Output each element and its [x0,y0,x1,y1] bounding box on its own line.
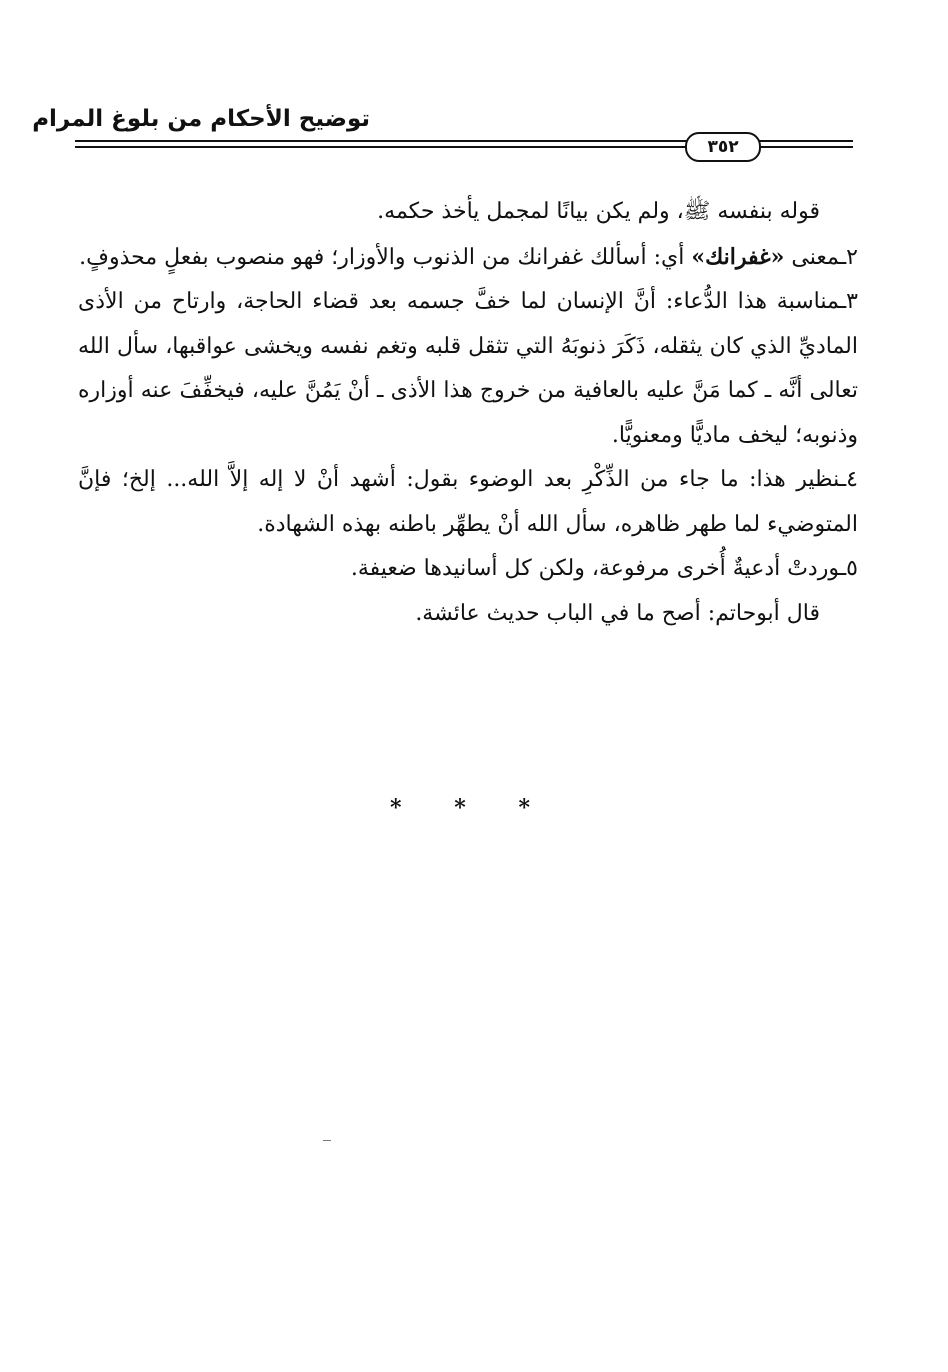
item3-text: مناسبة هذا الدُّعاء: أنَّ الإنسان لما خفَّ جسمه بعد قضاء الحاجة، وارتاح من الأذى الماديِّ الذي كان يثقله، ذَكَرَ ذنوبَهُ التي تثقل قلبه وتغم نفسه ويخشى عواقبها، سأل الله تعالى أنَّه ـ كما مَنَّ عليه بالعافية من خروج هذا الأذى ـ أنْ يَمُنَّ عليه، فيخفِّفَ عنه أوزاره وذنوبه؛ ليخف ماديًّا ومعنويًّا. [78,289,858,448]
list-item-2 [78,235,858,281]
item-number: ٥ـ [839,556,858,581]
header-rule [75,132,853,160]
list-item-5 [78,547,858,592]
item2-term: «غفرانك» [691,243,785,270]
item2-prefix: معنى [791,244,840,270]
item-number: ٤ـ [839,467,858,492]
list-item-3 [78,280,858,458]
running-header-title: توضيح الأحكام من بلوغ المرام [32,106,370,132]
item-number: ٣ـ [839,289,858,314]
continuation-text: قوله بنفسه ﷺ، ولم يكن بيانًا لمجمل يأخذ حكمه. [377,199,820,224]
page-number: ٣٥٢ [707,137,739,157]
item-number: ٢ـ [839,244,858,270]
scan-mark [323,1140,331,1141]
closing-text: قال أبوحاتم: أصح ما في الباب حديث عائشة. [415,600,820,626]
item4-text: نظير هذا: ما جاء من الذِّكْرِ بعد الوضوء بقول: أشهد أنْ لا إله إلاَّ الله... إلخ؛ فإنَّ المتوضيء لما طهر ظاهره، سأل الله أنْ يطهِّر باطنه بهذه الشهادة. [78,467,858,537]
continuation-paragraph [78,190,820,235]
separator-star: * [454,795,466,821]
closing-paragraph [78,592,820,637]
page-number-badge [685,132,761,162]
separator-star: * [390,795,402,821]
list-item-4 [78,458,858,547]
item2-text: أي: أسألك غفرانك من الذنوب والأوزار؛ فهو منصوب بفعلٍ محذوفٍ. [79,244,685,270]
separator-star: * [518,795,530,821]
section-separator [390,795,530,821]
item5-text: وردتْ أدعيةٌ أُخرى مرفوعة، ولكن كل أسانيدها ضعيفة. [350,556,840,581]
page-body [78,190,858,636]
